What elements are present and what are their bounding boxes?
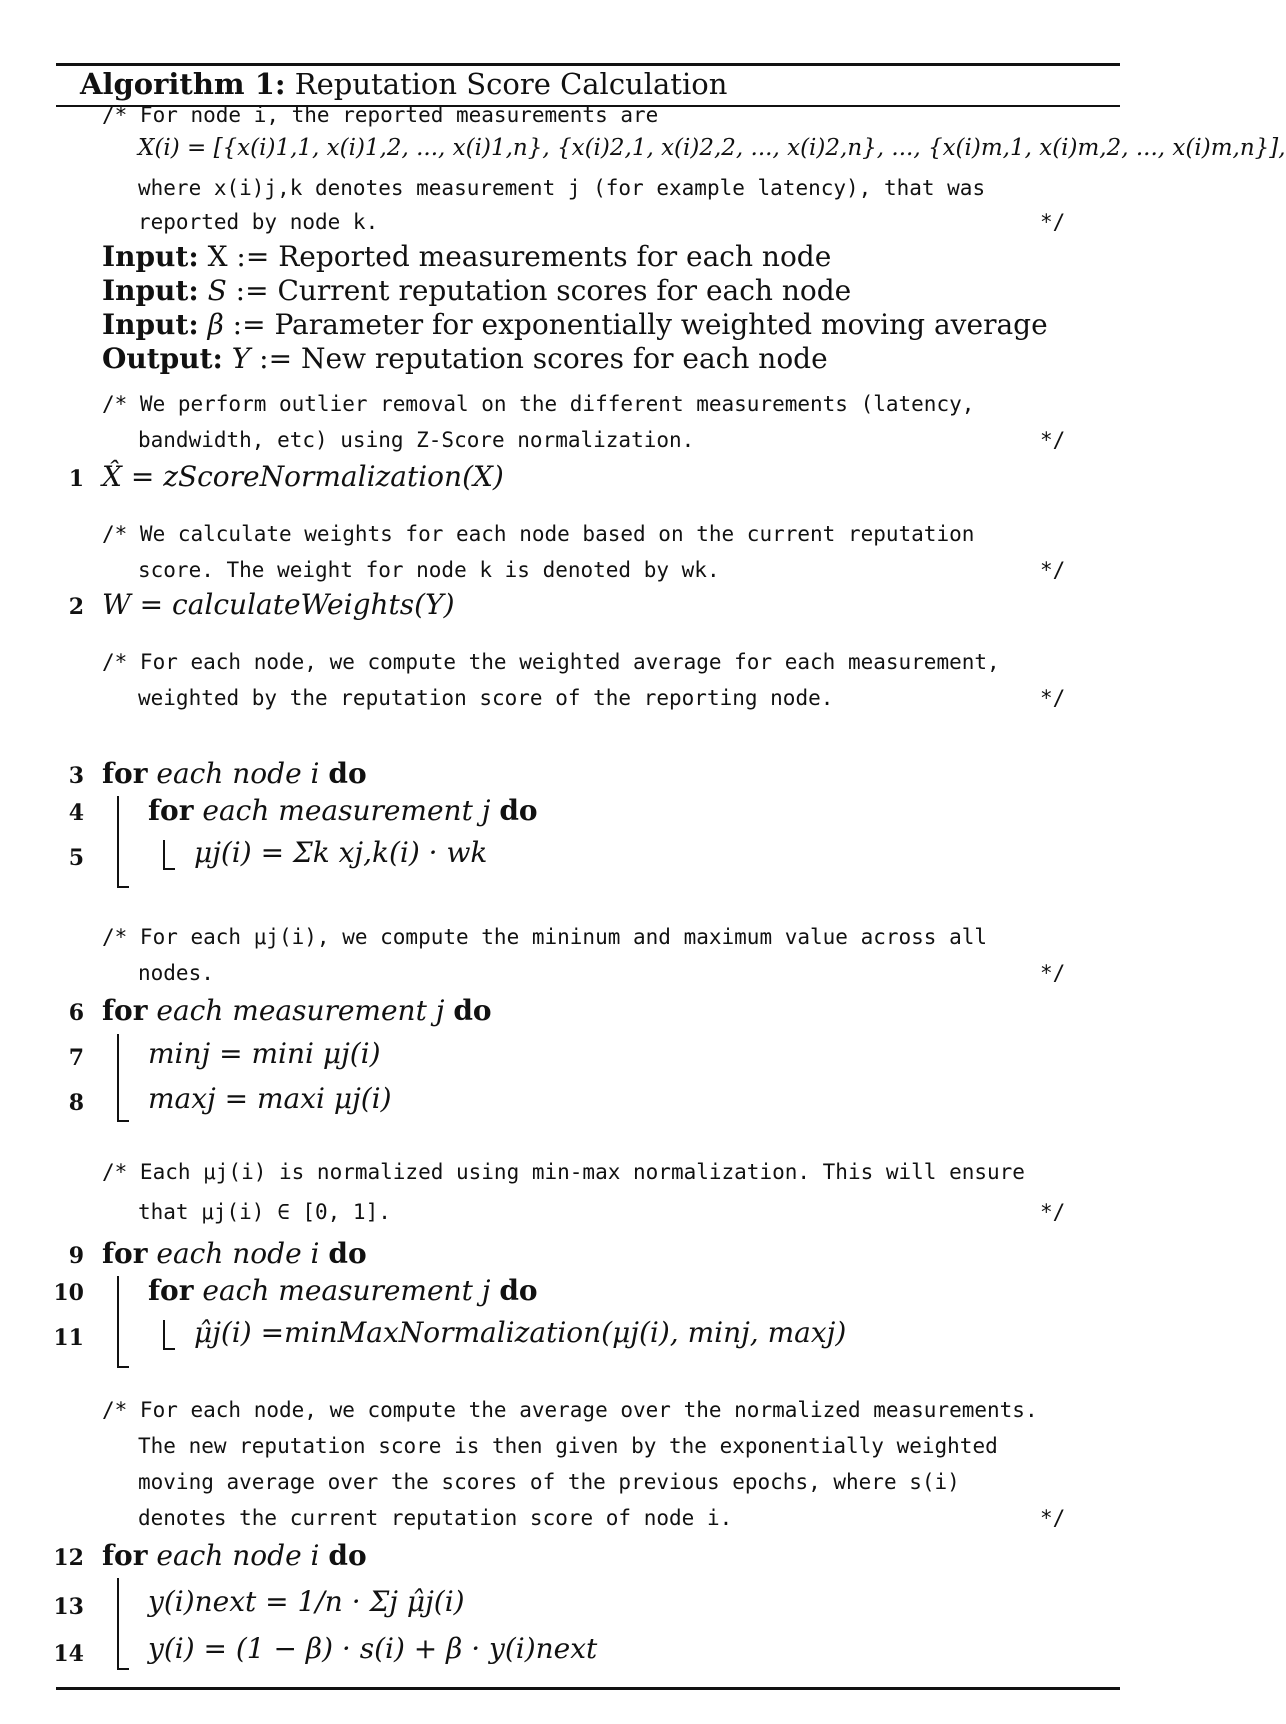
input-beta — [102, 308, 1048, 341]
io-var: Y — [231, 342, 251, 375]
keyword-do: do — [328, 757, 367, 790]
loop-range: each node i — [147, 1539, 329, 1572]
statement-weights: W = calculateWeights(Y) — [102, 588, 455, 621]
intro-comment-line-3: where x(i)j,k denotes measurement j (for example latency), that was — [138, 176, 986, 200]
line-number: 8 — [68, 1090, 84, 1116]
bottom-rule — [56, 1687, 1120, 1690]
io-var: β — [207, 308, 224, 341]
block-bar — [117, 1578, 119, 1670]
statement-for-measurement — [102, 994, 492, 1027]
keyword-for: for — [148, 794, 194, 827]
input-s — [102, 274, 851, 307]
block-bar — [117, 1034, 119, 1122]
comment-line: denotes the current reputation score of node i. — [138, 1506, 733, 1530]
block-foot-inner — [163, 868, 175, 870]
comment-line: /* For each μj(i), we compute the mininum and maximum value across all — [102, 925, 988, 949]
io-def: := Parameter for exponentially weighted moving average — [223, 308, 1048, 341]
output-y — [102, 342, 828, 375]
keyword-do: do — [499, 794, 538, 827]
keyword-for: for — [102, 994, 148, 1027]
block-bar-outer — [117, 796, 119, 888]
keyword-do: do — [499, 1274, 538, 1307]
comment-close: */ — [1040, 428, 1066, 452]
statement-max: maxj = maxi μj(i) — [148, 1082, 392, 1115]
algorithm-label: Algorithm 1: — [80, 67, 286, 101]
statement-for-node — [102, 757, 367, 790]
statement-min: minj = mini μj(i) — [148, 1037, 381, 1070]
statement-zscore: X̂ = zScoreNormalization(X) — [102, 460, 504, 493]
loop-range: each measurement j — [193, 794, 500, 827]
comment-close: */ — [1040, 961, 1066, 985]
statement-weighted-mean: μj(i) = Σk xj,k(i) · wk — [194, 836, 488, 869]
comment-close: */ — [1040, 558, 1066, 582]
comment-line: /* Each μj(i) is normalized using min-max normalization. This will ensure — [102, 1160, 1025, 1184]
statement-minmax: μ̂j(i) =minMaxNormalization(μj(i), minj, maxj) — [194, 1316, 847, 1349]
keyword-for: for — [148, 1274, 194, 1307]
block-foot-inner — [163, 1348, 175, 1350]
comment-line: /* We calculate weights for each node based on the current reputation — [102, 522, 975, 546]
io-var: X — [207, 240, 228, 273]
comment-line: weighted by the reputation score of the reporting node. — [138, 686, 834, 710]
intro-comment-line-4: reported by node k. — [138, 210, 379, 234]
statement-y-update: y(i) = (1 − β) · s(i) + β · y(i)next — [148, 1632, 598, 1665]
statement-for-node — [102, 1237, 367, 1270]
keyword-for: for — [102, 1237, 148, 1270]
statement-y-next: y(i)next = 1/n · Σj μ̂j(i) — [148, 1585, 465, 1618]
algorithm-title — [80, 66, 727, 102]
line-number: 2 — [68, 594, 84, 620]
loop-range: each measurement j — [147, 994, 454, 1027]
line-number: 3 — [68, 763, 84, 789]
keyword-do: do — [328, 1539, 367, 1572]
block-foot — [117, 1120, 129, 1122]
input-x — [102, 240, 831, 273]
loop-range: each node i — [147, 757, 329, 790]
algorithm-name: Reputation Score Calculation — [294, 67, 728, 101]
comment-close: */ — [1040, 1200, 1066, 1224]
keyword-for: for — [102, 757, 148, 790]
line-number: 7 — [68, 1045, 84, 1071]
intro-comment-close: */ — [1040, 210, 1066, 234]
io-kind: Input: — [102, 274, 199, 307]
io-def: := New reputation scores for each node — [250, 342, 828, 375]
statement-for-node — [102, 1539, 367, 1572]
comment-line: /* For each node, we compute the average over the normalized measurements. — [102, 1398, 1038, 1422]
comment-line: bandwidth, etc) using Z-Score normalization. — [138, 428, 695, 452]
io-kind: Output: — [102, 342, 223, 375]
comment-line: /* We perform outlier removal on the different measurements (latency, — [102, 392, 975, 416]
block-bar-inner — [163, 1320, 165, 1350]
statement-for-measurement — [148, 794, 538, 827]
comment-close: */ — [1040, 1506, 1066, 1530]
keyword-do: do — [453, 994, 492, 1027]
line-number: 13 — [53, 1594, 84, 1620]
block-bar-outer — [117, 1276, 119, 1368]
line-number: 5 — [68, 845, 84, 871]
block-foot — [117, 1668, 129, 1670]
loop-range: each node i — [147, 1237, 329, 1270]
loop-range: each measurement j — [193, 1274, 500, 1307]
block-foot-outer — [117, 886, 129, 888]
line-number: 4 — [68, 800, 84, 826]
line-number: 10 — [53, 1280, 84, 1306]
block-bar-inner — [163, 840, 165, 870]
line-number: 1 — [68, 466, 84, 492]
io-def: := Reported measurements for each node — [227, 240, 832, 273]
line-number: 14 — [53, 1641, 84, 1667]
comment-close: */ — [1040, 686, 1066, 710]
block-foot-outer — [117, 1366, 129, 1368]
io-def: := Current reputation scores for each node — [226, 274, 852, 307]
comment-line: moving average over the scores of the previous epochs, where s(i) — [138, 1470, 960, 1494]
io-kind: Input: — [102, 308, 199, 341]
keyword-for: for — [102, 1539, 148, 1572]
comment-line: /* For each node, we compute the weighted average for each measurement, — [102, 650, 1000, 674]
intro-comment-line-2: X(i) = [{x(i)1,1, x(i)1,2, ..., x(i)1,n}, {x(i)2,1, x(i)2,2, ..., x(i)2,n}, ..., {x(i)m,1, x(i)m,2, ..., x(i)m,n}], — [138, 135, 1286, 161]
io-var: S — [207, 274, 227, 307]
line-number: 11 — [53, 1325, 84, 1351]
comment-line: that μj(i) ∈ [0, 1]. — [138, 1200, 391, 1224]
line-number: 6 — [68, 1000, 84, 1026]
comment-line: score. The weight for node k is denoted by wk. — [138, 558, 720, 582]
statement-for-measurement — [148, 1274, 538, 1307]
io-kind: Input: — [102, 240, 199, 273]
keyword-do: do — [328, 1237, 367, 1270]
line-number: 12 — [53, 1545, 84, 1571]
intro-comment-line-1: /* For node i, the reported measurements are — [102, 103, 659, 127]
line-number: 9 — [68, 1243, 84, 1269]
comment-line: The new reputation score is then given by the exponentially weighted — [138, 1434, 998, 1458]
comment-line: nodes. — [138, 961, 214, 985]
